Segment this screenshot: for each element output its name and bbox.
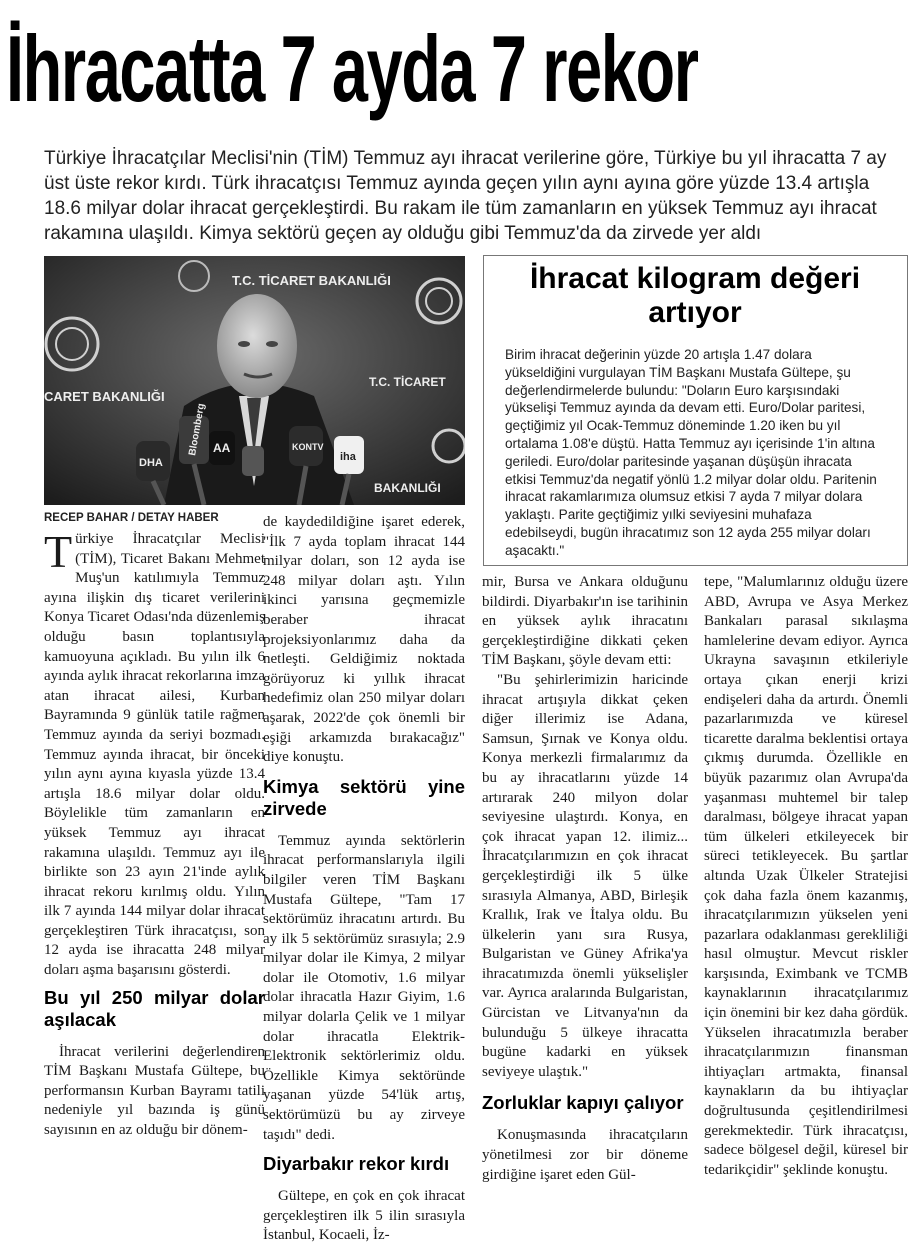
mic-label-dha: DHA	[139, 457, 163, 469]
headline: İhracatta 7 ayda 7 rekor	[6, 16, 698, 121]
article-column-1	[44, 526, 265, 1141]
subheading-zorluklar: Zorluklar kapıyı çalıyor	[482, 1092, 684, 1114]
article-column-4	[704, 573, 908, 1180]
col3-paragraph-3: Konuşmasında ihracatçıların yönetilmesi zor bir döneme girdiğine işaret eden Gül-	[482, 1127, 688, 1183]
col2-paragraph-1: de kaydedildiğine işaret ederek, "İlk 7 ayda toplam ihracat 144 milyar doları, son 12 ayda ise 248 milyar doları aştı. Yılın ikinci yarısına geçmemizle beraber ihracat projeksiyonlarımız daha da netleşti. Geldiğimiz noktada görüyoruz ki yıllık ihracat hedefimiz olan 250 milyar doları aşarak, 2022'de çok önemli bir eşiği arkamızda bırakacağız" diye konuştu.	[263, 514, 465, 766]
box-title: İhracat kilogram değeri artıyor	[529, 262, 861, 329]
col1-paragraph-2: İhracat verilerini değerlendiren TİM Başkanı Mustafa Gültepe, bu performansın Kurban Bayramı tatili nedeniyle yıl bazında iş günü sayısının en az olduğu bir dönem-	[44, 1043, 265, 1139]
subheading-kimya: Kimya sektörü yine zirvede	[263, 775, 465, 819]
byline: RECEP BAHAR / DETAY HABER	[44, 512, 219, 524]
lead-paragraph: Türkiye İhracatçılar Meclisi'nin (TİM) Temmuz ayı ihracat verilerine göre, Türkiye bu yıl ihracatta 7 ay üst üste rekor kırdı. Türk ihracatçısı Temmuz ayında geçen yılın aynı ayına göre yüzde 13.4 artışla 18.6 milyar dolar ihracat gerçekleştirdi. Bu rakam ile tüm zamanların en yüksek Temmuz ayı ihracat rakamına ulaşıldı. Kimya sektörü geçen ay olduğu gibi Temmuz'da da zirvede yer aldı	[44, 148, 887, 244]
press-conference-photo	[44, 256, 465, 505]
col3-paragraph-1: mir, Bursa ve Ankara olduğunu bildirdi. Diyarbakır'ın ise tarihinin en yüksek aylık ihracatını gerçekleştirdiğine dikkati çeken TİM Başkanı, şöyle devam etti:	[482, 574, 688, 669]
col4-paragraph-1: tepe, "Malumlarınız olduğu üzere ABD, Avrupa ve Asya Merkez Bankaları parasal sıkılaşma hamlelerine devam ediyor. Ayrıca Ukrayna savaşının etkileriyle ortaya çıkan enerji krizi endişeleri daha da artırdı. Önemli pazarlarımızda ve küresel ticarette daralma beklentisi ortaya çıkmış durumda. Özellikle en büyük pazarımız olan Avrupa'da yaşanması muhtemel bir talep daralması, bölgeye ihracat yapan tüm ülkeleri etkileyecek bir süreci tetikleyecek. Bu şartlar altında Uzak Ülkeler Stratejisi çok daha fazla önem kazanmış, ihracatçılarımızın yükselen yeni pazarlara odaklanması gerekliliği hasıl olmuştur. Mevcut riskler karşısında, Eximbank ve TCMB kaynaklarının ihracatçılarımız için önemini bir kez daha gördük. Yükselen ihracatımızla beraber ihracatçılarımızın finansman ihtiyaçları artmakta, finansal kaynakların da bu ihtiyaçlar doğrultusunda çeşitlendirilmesi gerekmektedir. Türk ihracatçısı, sadece bölgesel değil, küresel bir tedarikçidir" şeklinde konuştu.	[704, 574, 908, 1178]
col2-paragraph-3: Gültepe, en çok en çok ihracat gerçekleştiren ilk 5 ilin sırasıyla İstanbul, Kocaeli, İz-	[263, 1188, 465, 1244]
backdrop-text-2: CARET BAKANLIĞI	[44, 389, 165, 404]
mic-label-kontv: KONTV	[292, 442, 324, 452]
subheading-250-milyar: Bu yıl 250 milyar dolar aşılacak	[44, 986, 265, 1030]
mic-label-iha: iha	[340, 451, 356, 463]
dropcap: T	[44, 526, 73, 577]
col1-paragraph-1: Türkiye İhracatçılar Meclisi (TİM), Ticaret Bakanı Mehmet Muş'un katılımıyla Temmuz ayına ilişkin dış ticaret verilerini Konya Ticaret Odası'nda düzenlemiş olduğu basın toplantısıyla kamuoyuna açıkladı. Bu yılın ilk 6 ayında aylık ihracat rekorlarına imza atan ihracat ailesi, Kurban Bayramında 9 günlük tatile rağmen Temmuz ayında da seriyi bozmadı. Temmuz ayında ihracat, bir önceki yılın aynı ayına kıyasla yüzde 13.4 artışla 18.6 milyar dolar oldu. Böylelikle tüm zamanların en yüksek Temmuz ayı ihracat rakamına ulaşıldı. Temmuz ayı ile birlikte son 23 ayın 21'inde aylık ihracat rekoru kırılmış oldu. Yılın ilk 7 ayında 144 milyar dolar ihracat gerçekleştiren Türk ihracatçısı, son 12 ayda ise ihracatta 248 milyar doları aşma başarısını gösterdi.	[44, 526, 265, 979]
backdrop-text-1: T.C. TİCARET BAKANLIĞI	[232, 273, 391, 288]
backdrop-text-3: T.C. TİCARET	[369, 375, 446, 389]
col3-paragraph-2: "Bu şehirlerimizin haricinde ihracat artışıyla dikkat çeken diğer illerimiz ise Adana, Samsun, Şırnak ve Konya oldu. Konya merkezli firmalarımız da bu ay ihracatlarını yüzde 14 artırarak 240 milyon dolar seviyesine ulaştırdı. Konya, en çok ihracat yapan 12. ilimiz... İhracatçılarımızın en çok ihracat gerçekleştirdiği ilk 5 ülke sırasıyla Almanya, ABD, Birleşik Krallık, Irak ve İtalya oldu. Bu ülkelerin yanı sıra Rusya, Bulgaristan ve Güney Afrika'ya ihracatımızda önemli yükselişler var. Ayrıca aralarında Bulgaristan, Gürcistan ve Litvanya'nın da bulunduğu 5 ülkeye ihracatta bugüne kadarki en yüksek seviyeye ulaştık."	[482, 671, 688, 1080]
speaker-head	[217, 294, 297, 398]
box-text: Birim ihracat değerinin yüzde 20 artışla 1.47 dolara yükseldiğini vurgulayan TİM Başkanı Mustafa Gültepe, şu değerlendirmelerde bulundu: "Doların Euro karşısındaki yükselişi Temmuz ayında da devam etti. Euro/Dolar paritesi, geçtiğimiz yıl Ocak-Temmuz döneminde 1.20 iken bu yıl ortalama 1.08'e düştü. Hatta Temmuz ayı içerisinde 1'in altına geriledi. Euro/dolar paritesinde yaşanan düşüşün ihracata etkisi Temmuz'da negatif yönlü 1.2 milyar dolar oldu. Paritenin ihracat rakamlarımıza olumsuz etkisi 7 ayda 7 milyar dolara yaklaştı. Parite geçtiğimiz yılki seviyesini muhafaza edebilseydi, bugün ihracatımız son 12 ayda 255 milyar doları aşacaktı."	[505, 347, 877, 558]
col2-paragraph-2: Temmuz ayında sektörlerin ihracat performanslarıyla ilgili bilgiler veren TİM Başkanı Mustafa Gültepe, "Tam 17 sektörümüz ihracatını artırdı. Bu ay ilk 5 sektörümüz sırasıyla; 2.9 milyar dolar ile Kimya, 2 milyar dolar ile Otomotiv, 1.6 milyar dolar ihracatla Hazır Giyim, 1.6 milyar dolarla Çelik ve 1 milyar dolar ihracatla Elektrik-Elektronik sektörlerimiz oldu. Özellikle Kimya sektöründe yaşanan yüzde 54'lük artış, sektörümüzü bu ay zirveye taşıdı" dedi.	[263, 832, 465, 1143]
backdrop-text-4: BAKANLIĞI	[374, 481, 441, 495]
article-column-2	[263, 513, 465, 1246]
mic-label-aa: AA	[213, 441, 231, 455]
subheading-diyarbakir: Diyarbakır rekor kırdı	[263, 1153, 450, 1175]
mic-label-bloomberg: Bloomberg	[187, 402, 208, 457]
article-column-3	[482, 573, 688, 1185]
